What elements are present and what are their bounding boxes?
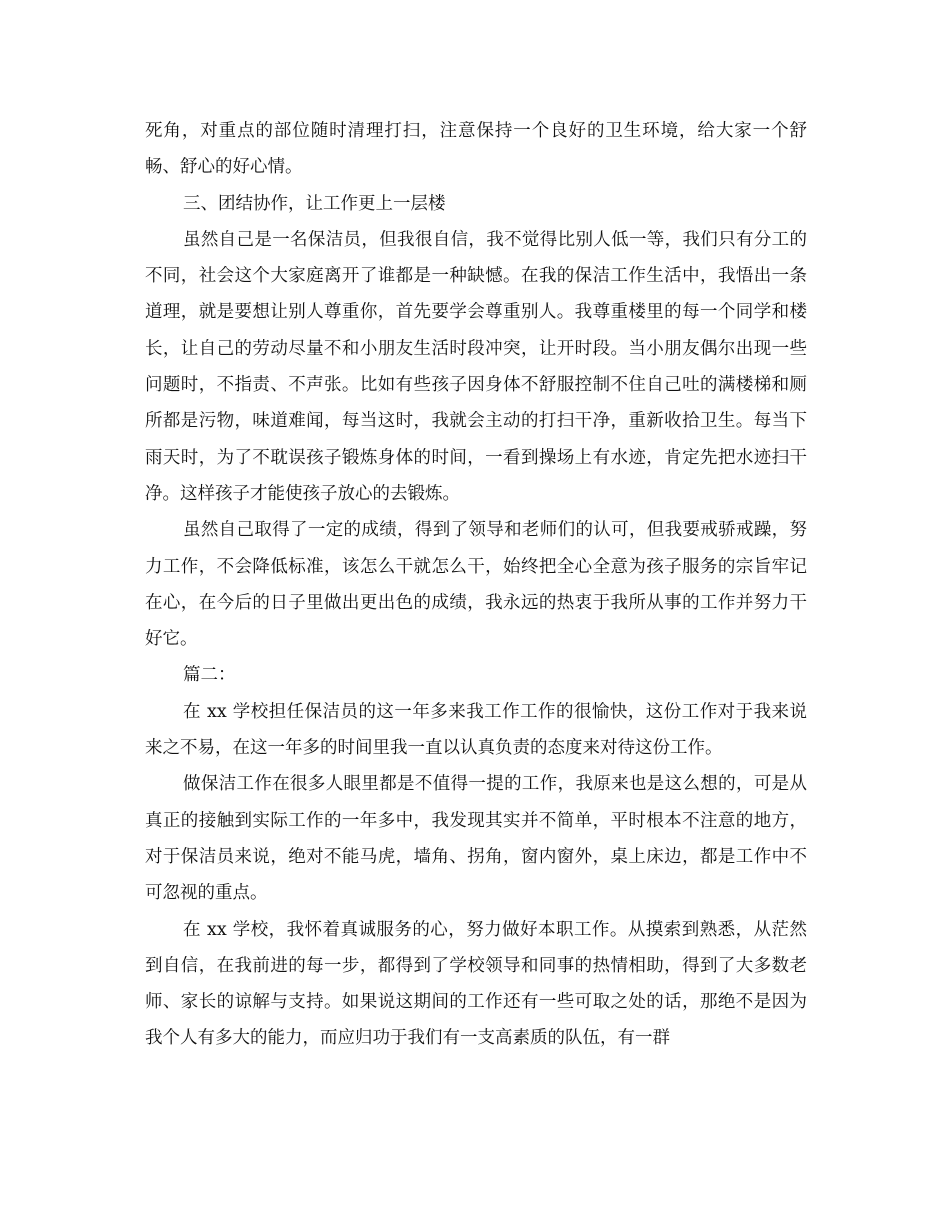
- paragraph-5: 做保洁工作在很多人眼里都是不值得一提的工作，我原来也是这么想的，可是从真正的接触到实际工作的一年多中，我发现其实并不简单，平时根本不注意的地方，对于保洁员来说，绝对不能马虎，墙角、拐角，窗内窗外，桌上床边，都是工作中不可忽视的重点。: [145, 774, 807, 904]
- paragraph-6: 在 xx 学校，我怀着真诚服务的心，努力做好本职工作。从摸索到熟悉，从茫然到自信，在我前进的每一步，都得到了学校领导和同事的热情相助，得到了大多数老师、家长的谅解与支持。如果说这期间的工作还有一些可取之处的话，那绝不是因为我个人有多大的能力，而应归功于我们有一支高素质的队伍，有一群: [145, 919, 807, 1049]
- paragraph-1: 死角，对重点的部位随时清理打扫，注意保持一个良好的卫生环境，给大家一个舒畅、舒心的好心情。: [145, 121, 807, 178]
- paragraph-4: 在 xx 学校担任保洁员的这一年多来我工作工作的很愉快，这份工作对于我来说来之不易，在这一年多的时间里我一直以认真负责的态度来对待这份工作。: [145, 701, 807, 759]
- section-heading-3: 三、团结协作，让工作更上一层楼: [183, 193, 446, 214]
- document-body: [145, 113, 807, 1057]
- paragraph-2: 虽然自己是一名保洁员，但我很自信，我不觉得比别人低一等，我们只有分工的不同，社会这个大家庭离开了谁都是一种缺憾。在我的保洁工作生活中，我悟出一条道理，就是要想让别人尊重你，首先要学会尊重别人。我尊重楼里的每一个同学和楼长，让自己的劳动尽量不和小朋友生活时段冲突，让开时段。当小朋友偶尔出现一些问题时，不指责、不声张。比如有些孩子因身体不舒服控制不住自己吐的满楼梯和厕所都是污物，味道难闻，每当这时，我就会主动的打扫干净，重新收拾卫生。每当下雨天时，为了不耽误孩子锻炼身体的时间，一看到操场上有水迹，肯定先把水迹扫干净。这样孩子才能使孩子放心的去锻炼。: [145, 229, 807, 504]
- part-heading-2: 篇二：: [183, 665, 236, 686]
- paragraph-3: 虽然自己取得了一定的成绩，得到了领导和老师们的认可，但我要戒骄戒躁，努力工作，不会降低标准，该怎么干就怎么干，始终把全心全意为孩子服务的宗旨牢记在心，在今后的日子里做出更出色的成绩，我永远的热衷于我所从事的工作并努力干好它。: [145, 520, 807, 650]
